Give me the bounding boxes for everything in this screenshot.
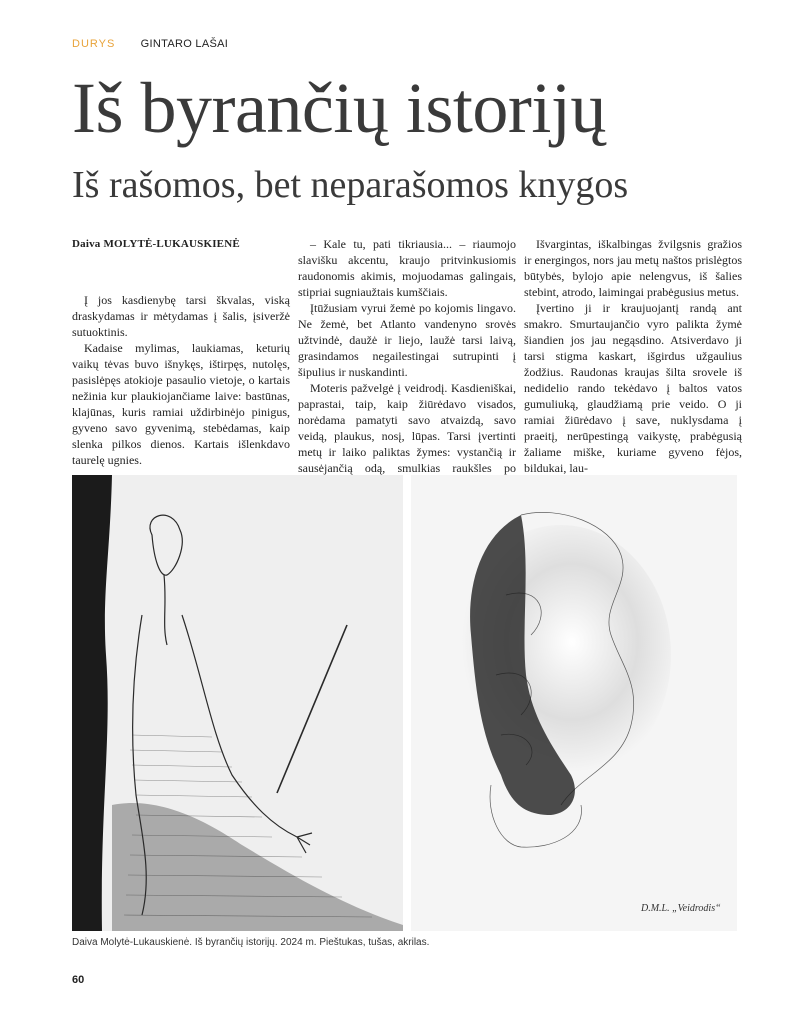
running-header	[72, 38, 228, 50]
author-byline: Daiva MOLYTĖ-LUKAUSKIENĖ	[72, 238, 240, 250]
artwork-right-drawing	[411, 475, 737, 931]
paragraph: Kadaise mylimas, laukiamas, keturių vaikų tėvas buvo išnykęs, ištirpęs, nutolęs, pasislėpęs atokioje pasaulio vietoje, o kartais nežinia kur plaukiojančiame laive: bastūnas, klajūnas, kuris ramiai uždirbinėjo pinigus, gyveno savo gyvenimą, stebėdamas, kaip slenka pilkos dienos. Kartais išlenkdavo taurelę ugnies.	[72, 341, 290, 467]
image-caption: Daiva Molytė-Lukauskienė. Iš byrančių istorijų. 2024 m. Pieštukas, tušas, akrilas.	[72, 937, 430, 948]
artwork-right	[411, 475, 737, 931]
page-number: 60	[72, 974, 85, 986]
paragraph: Įtūžusiam vyrui žemė po kojomis lingavo. Ne žemė, bet Atlanto vandenyno srovės užtvindė, daužė ir liejo, laužė tarsi laivą, grasindamos negailestingai sutrupinti į šipulius ir nuskandinti.	[298, 301, 516, 379]
rubric-label: GINTARO LAŠAI	[140, 38, 229, 50]
section-label: DURYS	[72, 38, 116, 50]
article-subtitle: Iš rašomos, bet neparašomos knygos	[72, 164, 629, 206]
paragraph: – Kale tu, pati tikriausia... – riaumojo slavišku akcentu, kraujo pritvinkusiomis raudonomis akimis, mojuodamas galingais, stipriai sugniaužtais kumščiais.	[298, 237, 516, 299]
paragraph: Į jos kasdienybę tarsi škvalas, viską draskydamas ir mėtydamas į šalis, įsiveržė sutuoktinis.	[72, 293, 290, 339]
artwork-left	[72, 475, 403, 931]
article-title: Iš byrančių istorijų	[72, 68, 606, 148]
artwork-left-drawing	[72, 475, 403, 931]
text-column-2	[298, 236, 516, 492]
text-column-3	[524, 236, 742, 476]
artwork-signature: D.M.L. „Veidrodis“	[641, 903, 721, 914]
paragraph: Išvargintas, iškalbingas žvilgsnis gražios ir energingos, nors jau metų naštos prislėgtos būtybės, bylojo apie nelengvus, iš šalies stebint, atrodo, laimingai prabėgusius metus.	[524, 237, 742, 299]
paragraph: Moteris pažvelgė į veidrodį. Kasdieniškai, paprastai, taip, kaip žiūrėdavo visados, norėdama pamatyti savo atvaizdą, savo veidą, plaukus, nosį, lūpas. Tarsi įvertinti metų ir laiko paliktas žymes: vystančią ir sausėjančią odą, smulkias raukšles po	[298, 381, 516, 475]
text-column-1	[72, 236, 290, 468]
paragraph: Įvertino ji ir kraujuojantį randą ant smakro. Smurtaujančio vyro palikta žymė šiandien jos jau negąsdino. Atsiverdavo ji tarsi stigma kaskart, išgirdus užgaulius žodžius. Raudonas kraujas šilta srovele iš nedidelio rando tekėdavo į baltos vatos gumuliuką, glaudžiamą prie veido. O ji ramiai žiūrėdavo į save, nuklysdama į praeitį, nerūpestingą vaikystę, prabėgusią žaliame miške, kuriame gyveno fėjos, bildukai, lau-	[524, 301, 742, 475]
